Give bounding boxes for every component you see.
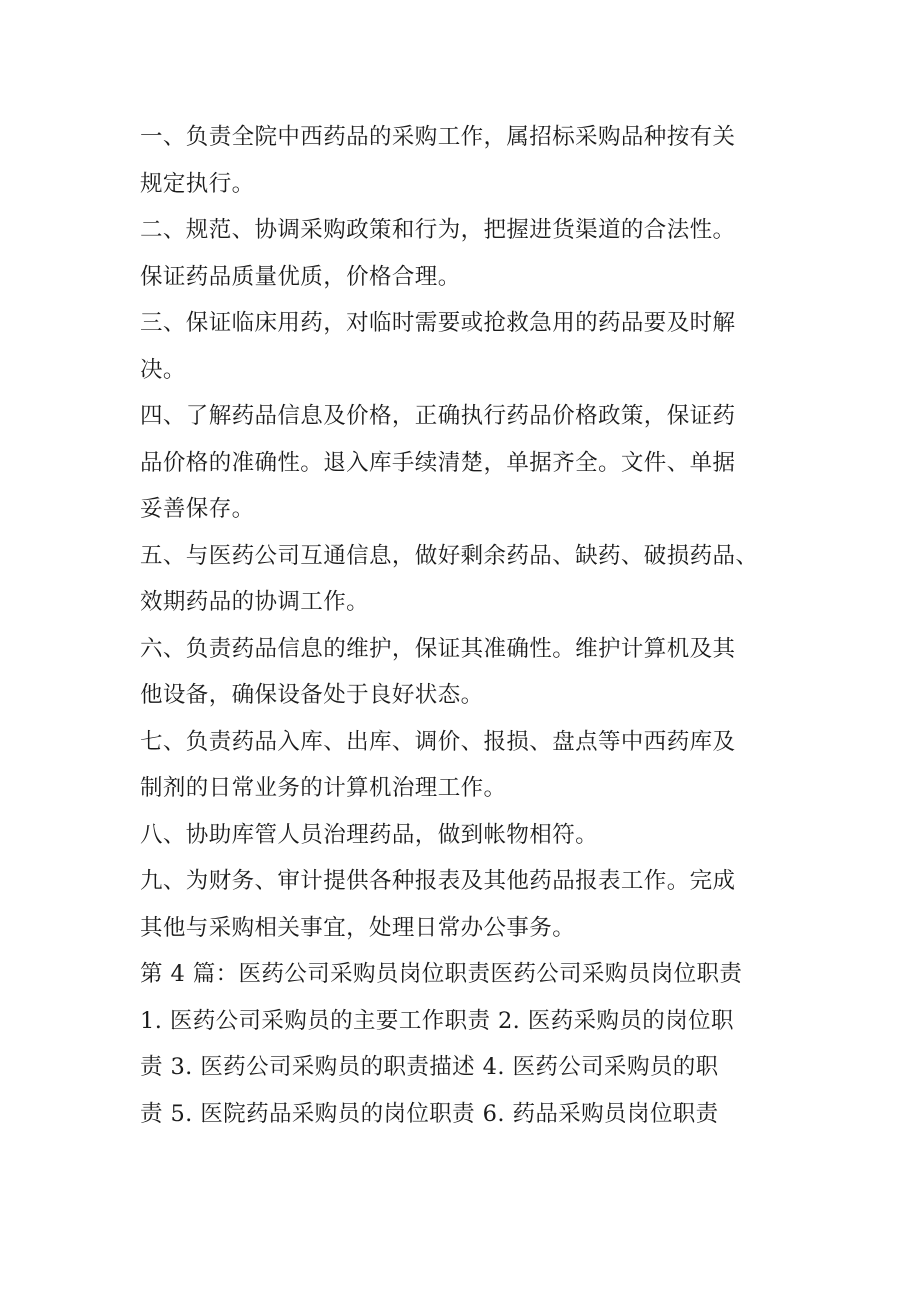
text-line-18: 其他与采购相关事宜，处理日常办公事务。 — [140, 914, 576, 941]
text-line-17: 九、为财务、审计提供各种报表及其他药品报表工作。完成 — [140, 868, 736, 894]
text-line-16: 八、协助库管人员治理药品，做到帐物相符。 — [140, 821, 599, 848]
text-line-14: 七、负责药品入库、出库、调价、报损、盘点等中西药库及 — [140, 728, 736, 755]
text-line-11: 效期药品的协调工作。 — [140, 589, 370, 615]
text-line-15: 制剂的日常业务的计算机治理工作。 — [140, 775, 507, 801]
document-body — [140, 114, 790, 1137]
text-line-22: 责 5. 医院药品采购员的岗位职责 6. 药品采购员岗位职责 — [140, 1100, 719, 1127]
text-line-10: 五、与医药公司互通信息，做好剩余药品、缺药、破损药品、 — [140, 542, 759, 569]
text-line-2: 规定执行。 — [140, 170, 255, 197]
text-line-19: 第 4 篇：医药公司采购员岗位职责医药公司采购员岗位职责 — [140, 961, 743, 987]
text-line-20: 1. 医药公司采购员的主要工作职责 2. 医药采购员的岗位职 — [140, 1007, 734, 1034]
text-line-4: 保证药品质量优质，价格合理。 — [140, 263, 461, 290]
text-line-6: 决。 — [140, 356, 186, 383]
text-line-13: 他设备，确保设备处于良好状态。 — [140, 682, 484, 708]
text-line-7: 四、了解药品信息及价格，正确执行药品价格政策，保证药 — [140, 403, 736, 429]
text-line-12: 六、负责药品信息的维护，保证其准确性。维护计算机及其 — [140, 635, 736, 662]
text-line-9: 妥善保存。 — [140, 496, 255, 522]
text-line-8: 品价格的准确性。退入库手续清楚，单据齐全。文件、单据 — [140, 449, 736, 476]
text-line-3: 二、规范、协调采购政策和行为，把握进货渠道的合法性。 — [140, 217, 736, 243]
text-line-1: 一、负责全院中西药品的采购工作，属招标采购品种按有关 — [140, 124, 736, 150]
text-line-21: 责 3. 医药公司采购员的职责描述 4. 医药公司采购员的职 — [140, 1054, 719, 1080]
text-line-5: 三、保证临床用药，对临时需要或抢救急用的药品要及时解 — [140, 310, 736, 336]
